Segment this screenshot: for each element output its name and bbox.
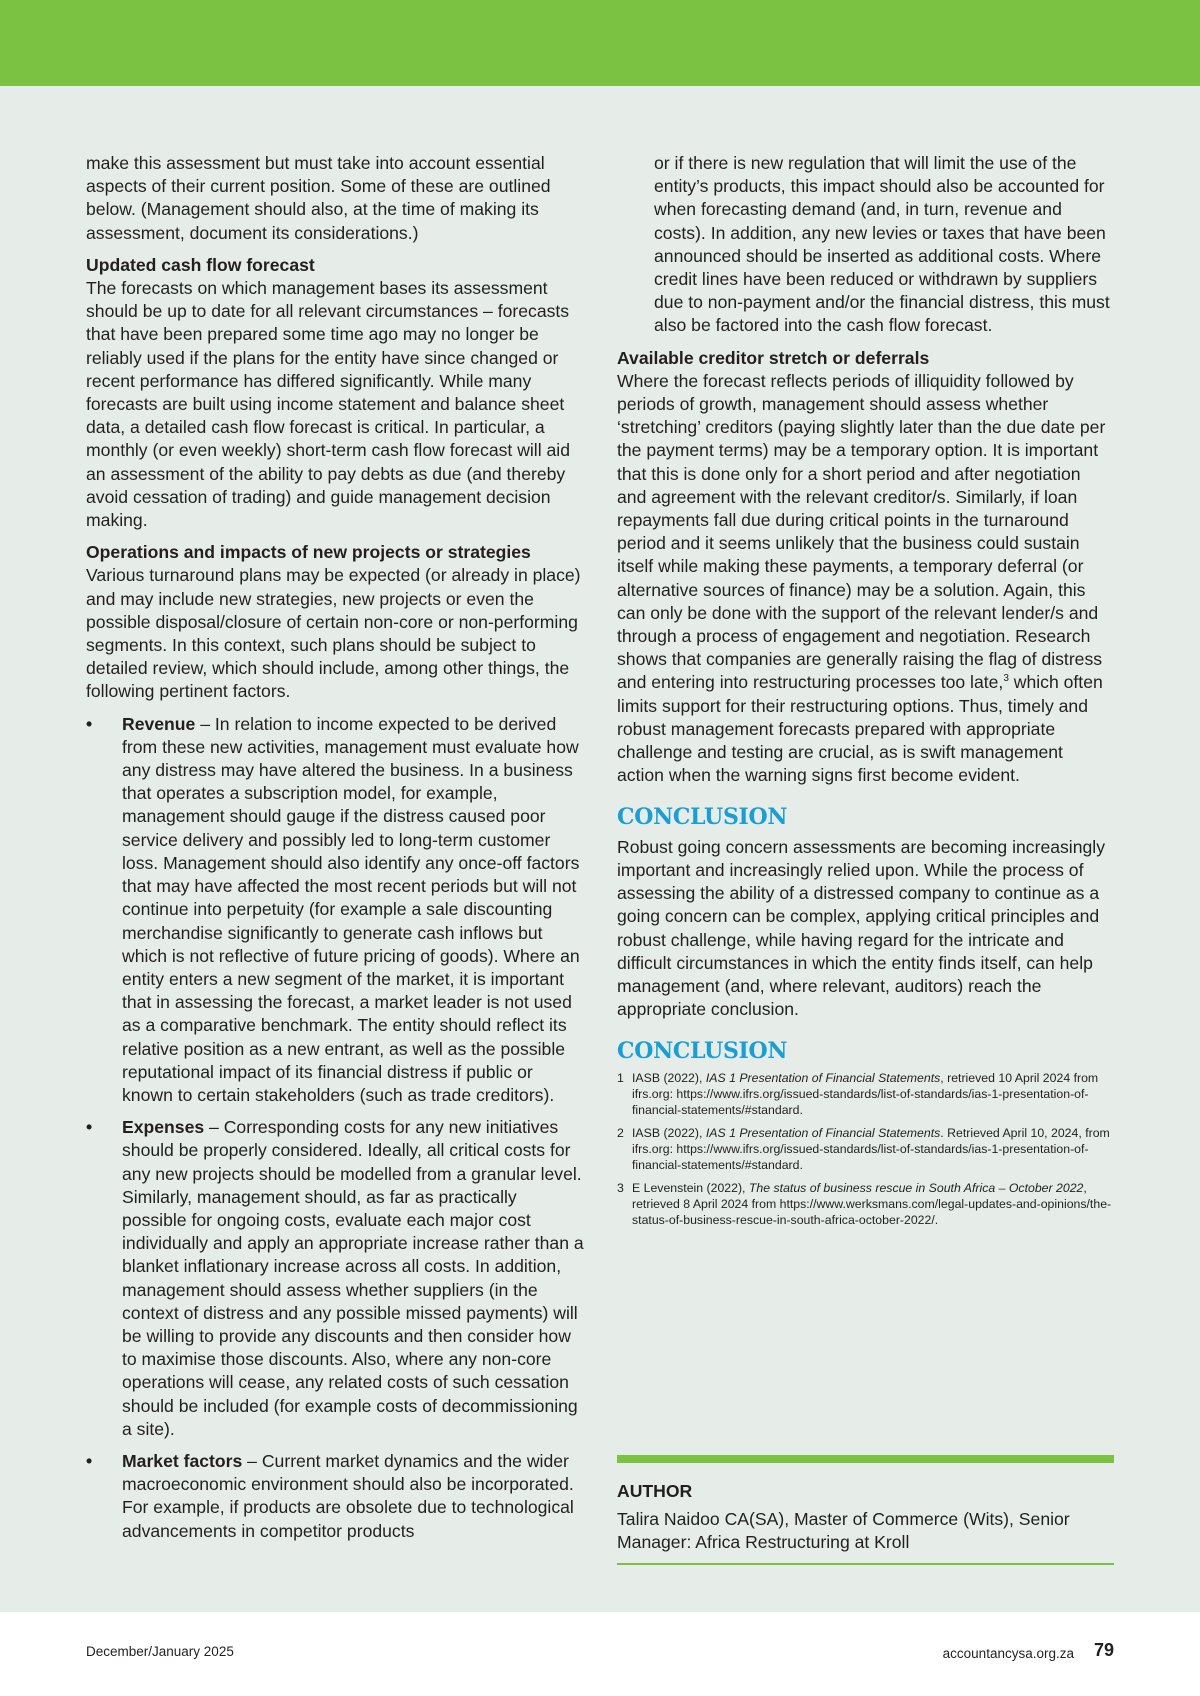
footnote-title: IAS 1 Presentation of Financial Statements [705,1125,941,1140]
footnote-number: 3 [617,1180,624,1195]
author-box [617,1480,1114,1554]
footnote-post: , retrieved 8 April 2024 from https://www.werksmans.com/legal-updates-and-opinions/the-status-of-business-rescue-in-south-africa-october-2022/. [632,1180,1112,1227]
list-item-market-factors [86,1450,586,1543]
section-creditor [617,347,1114,788]
footnote-title: The status of business rescue in South Africa – October 2022 [748,1180,1084,1195]
bullet-icon: • [86,1450,93,1471]
page-footer [0,1612,1200,1696]
footnote-item [617,1125,1114,1173]
heading-cash-flow: Updated cash flow forecast [86,254,315,275]
footnote-title: IAS 1 Presentation of Financial Statements [705,1070,941,1085]
site-link[interactable]: accountancysa.org.za [942,1646,1074,1661]
author-bio: Talira Naidoo CA(SA), Master of Commerce (Wits), Senior Manager: Africa Restructuring at Kroll [617,1509,1070,1552]
footnote-pre: IASB (2022), [632,1125,706,1140]
author-label: AUTHOR [617,1481,693,1501]
footnote-item [617,1180,1114,1228]
heading-creditor: Available creditor stretch or deferrals [617,347,930,368]
footnote-ref-3: 3 [1003,673,1009,685]
footnote-post: . Retrieved April 10, 2024, from ifrs.org: https://www.ifrs.org/issued-standards/list-of-standards/ias-1-presentation-of-financial-statements/#standard. [632,1125,1110,1172]
section-operations [86,541,586,703]
author-top-bar [617,1455,1114,1463]
body-creditor-b: which often limits support for their restructuring options. Thus, timely and robust management forecasts prepared with appropriate challenge and testing are crucial, as is swift management action when the warning signs first become evident. [617,672,1103,786]
footnote-post: , retrieved 10 April 2024 from ifrs.org: https://www.ifrs.org/issued-standards/list-of-standards/ias-1-presentation-of-financial-statements/#standard. [632,1070,1099,1117]
footnotes-list [617,1070,1114,1228]
list-item-revenue [86,713,586,1107]
issue-date: December/January 2025 [86,1644,234,1659]
notes-title: CONCLUSION [617,1038,788,1065]
top-color-band [0,0,1200,86]
heading-operations: Operations and impacts of new projects or strategies [86,542,531,563]
bullet-lead-market-factors: Market factors [122,1450,243,1471]
footnote-pre: E Levenstein (2022), [632,1180,749,1195]
bullet-text-market-factors: – Current market dynamics and the wider macroeconomic environment should also be incorporated. For example, if products are obsolete due to technological advancements in competitor products [122,1450,574,1541]
list-item-expenses [86,1116,586,1441]
body-creditor-a: Where the forecast reflects periods of illiquidity followed by periods of growth, management should assess whether ‘stretching’ creditors (paying slightly later than the due date per the payment terms) may be a temporary option. It is important that this is done only for a short period and after negotiation and agreement with the relevant creditor/s. Similarly, if loan repayments fall due during critical points in the turnaround period and it seems unlikely that the business could sustain itself while making these payments, a temporary deferral (or alternative sources of finance) may be a solution. Again, this can only be done with the support of the relevant lender/s and through a process of engagement and negotiation. Research shows that companies are generally raising the flag of distress and entering into restructuring processes too late, [617,370,1106,693]
right-column [617,152,1114,1235]
page-number: 79 [1093,1640,1114,1660]
footnote-number: 1 [617,1070,624,1085]
section-cash-flow [86,254,586,532]
body-cash-flow: The forecasts on which management bases its assessment should be up to date for all relevant circumstances – forecasts that have been prepared some time ago may no longer be reliably used if the plans for the entity have since changed or recent performance has differed significantly. While many forecasts are built using income statement and balance sheet data, a detailed cash flow forecast is critical. In particular, a monthly (or even weekly) short-term cash flow forecast will aid an assessment of the ability to pay debts as due (and thereby avoid cessation of trading) and guide management decision making. [86,278,570,531]
author-bottom-rule [617,1563,1114,1565]
bullet-icon: • [86,1117,93,1138]
bullet-lead-revenue: Revenue [122,713,196,734]
footnote-item [617,1070,1114,1118]
continuation-paragraph: or if there is new regulation that will limit the use of the entity’s products, this impact should also be accounted for when forecasting demand (and, in turn, revenue and costs). In addition, any new levies or taxes that have been announced should be inserted as additional costs. Where credit lines have been reduced or withdrawn by suppliers due to non-payment and/or the financial distress, this must also be factored into the cash flow forecast. [654,153,1110,336]
body-operations: Various turnaround plans may be expected (or already in place) and may include new strategies, new projects or even the possible disposal/closure of certain non-core or non-performing segments. In this context, such plans should be subject to detailed review, which should include, among other things, the following pertinent factors. [86,565,581,702]
left-column [86,152,586,1552]
conclusion-title: CONCLUSION [617,804,788,831]
conclusion-paragraph: Robust going concern assessments are becoming increasingly important and increasingly relied upon. While the process of assessing the ability of a distressed company to continue as a going concern can be complex, applying critical principles and robust challenge, while having regard for the intricate and difficult circumstances in which the entity finds itself, can help management (and, where relevant, auditors) reach the appropriate conclusion. [617,836,1105,1020]
factors-list [86,713,586,1543]
bullet-text-revenue: – In relation to income expected to be derived from these new activities, management must evaluate how any distress may have altered the business. In a business that operates a subscription model, for example, management should gauge if the distress caused poor service delivery and possibly led to long-term customer loss. Management should also identify any once-off factors that may have affected the most recent periods but will not continue into perpetuity (for example a sale discounting merchandise significantly to generate cash inflows but which is not reflective of future pricing of goods). Where an entity enters a new segment of the market, it is important that in assessing the forecast, a market leader is not used as a comparative benchmark. The entity should reflect its relative position as a new entrant, as well as the possible reputational impact of its financial distress if public or known to certain stakeholders (such as trade creditors). [122,713,580,1105]
intro-paragraph: make this assessment but must take into account essential aspects of their current position. Some of these are outlined below. (Management should also, at the time of making its assessment, document its considerations.) [86,153,551,243]
bullet-text-expenses: – Corresponding costs for any new initiatives should be properly considered. Ideally, all critical costs for any new projects should be modelled from a granular level. Similarly, management should, as far as practically possible for ongoing costs, evaluate each major cost individually and apply an appropriate increase rather than a blanket inflationary increase across all costs. In addition, management should assess whether suppliers (in the context of distress and any possible missed payments) will be willing to provide any discounts and then consider how to maximise those discounts. Also, where any non-core operations will cease, any related costs of such cessation should be included (for example costs of decommissioning a site). [122,1117,584,1439]
bullet-lead-expenses: Expenses [122,1117,205,1138]
footnote-pre: IASB (2022), [632,1070,706,1085]
bullet-icon: • [86,713,93,734]
footnote-number: 2 [617,1125,624,1140]
